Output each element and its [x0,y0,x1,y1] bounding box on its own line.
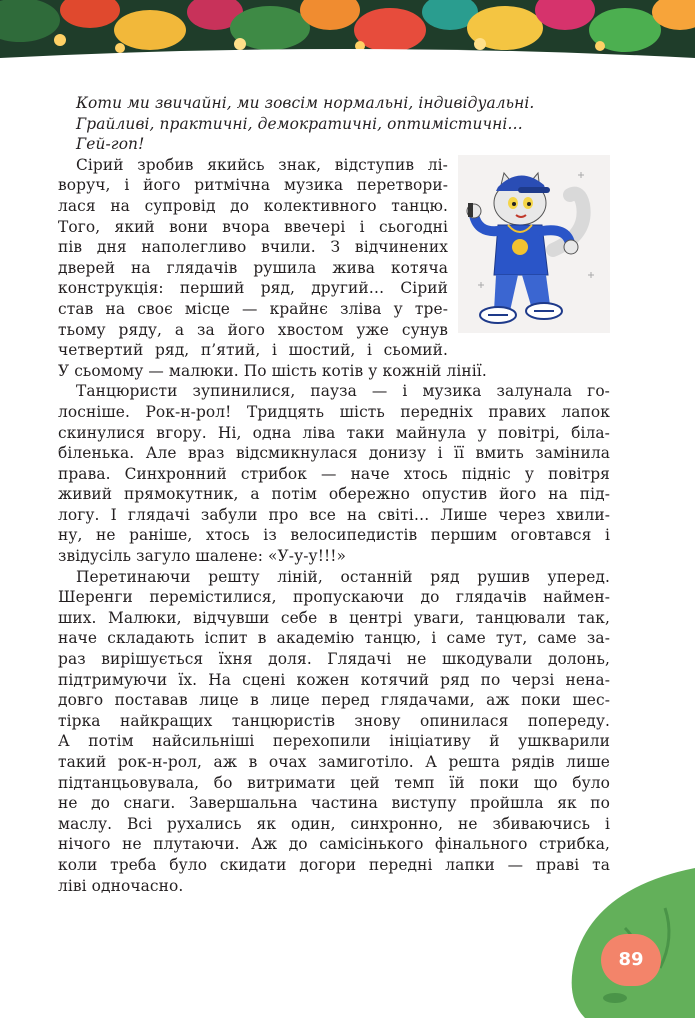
text-line: лосніше. Рок-н-рол! Тридцять шість передніх правих лапок [58,402,610,421]
text-line: нічого не плутаючи. Аж до самісінького фінального стрибка, [58,835,610,854]
text-line: ліві одночасно. [58,876,184,895]
text-line: живий прямокутник, а потім обережно опустив його на під- [58,485,610,504]
text-line: пів дня наполегливо вчили. З відчинених [58,238,448,257]
floral-banner [0,0,695,64]
text-line: став на своє місце — крайнє зліва у тре- [58,299,448,318]
text-line: не до снаги. Завершальна частина виступу пройшла як по [58,794,610,813]
text-line: воруч, і його ритмічна музика перетвори- [58,176,448,195]
text-line: підтанцьовувала, бо витримати цей темп їй поки що було [58,773,610,792]
text-line: А потім найсильніші перехопили ініціативу й ушкварили [58,732,610,751]
text-line: У сьомому — малюки. По шість котів у кожній лінії. [58,361,487,380]
poem-line: Коти ми звичайні, ми зовсім нормальні, індивідуальні. [76,94,535,112]
text-line: ших. Малюки, відчувши себе в центрі уваги, танцювали так, [58,608,610,627]
text-line: четвертий ряд, п’ятий, і шостий, і сьомий. [58,341,448,360]
page-content [58,93,610,896]
text-line: наче складають іспит в академію танцю, і саме тут, саме за- [58,629,610,648]
text-line: Перетинаючи решту ліній, останній ряд рушив уперед. [76,567,610,586]
text-line: підтримуючи їх. На сцені кожен котячий ряд по черзі нена- [58,670,610,689]
poem-stanza [58,93,610,155]
text-line: маслу. Всі рухались як один, синхронно, не збиваючись і [58,814,610,833]
text-line: логу. І глядачі забули про все на світі… Лише через хвили- [58,505,610,524]
text-line: звідусіль загуло шалене: «У-у-у!!!» [58,547,347,566]
text-line: коли треба було скидати догори передні лапки — праві та [58,855,610,874]
text-line: Танцюристи зупинилися, пауза — і музика залунала го- [76,382,610,401]
text-line: права. Синхронний стрибок — наче хтось підніс у повітря [58,464,610,483]
poem-line: Гей-гоп! [76,135,145,154]
text-line: такий рок-н-рол, аж в очах замиготіло. А решта рядів лише [58,753,610,771]
text-line: Сірий зробив якийсь знак, відступив лі- [76,155,448,174]
poem-line: Грайливі, практичні, демократичні, оптимістичні… [76,114,523,133]
text-line: лася на супровід до колективного танцю. [58,196,448,215]
text-line: скинулися вгору. Ні, одна ліва таки майнула у повітрі, біла- [58,423,610,442]
text-line: біленька. Але враз відсмикнулася донизу і її вмить замінила [58,444,610,463]
text-line: конструкція: перший ряд, другий… Сірий [58,279,448,298]
text-line: ну, не раніше, хтось із велосипедистів першим оговтався і [58,526,610,545]
dancing-cat-illustration [458,155,610,333]
text-line: Того, який вони вчора ввечері і сьогодні [58,217,448,236]
text-line: тьому ряду, а за його хвостом уже сунув [58,320,448,339]
text-line: довго поставав лице в лице перед глядачами, аж поки шес- [58,691,610,710]
text-line: тірка найкращих танцюристів знову опинилася попереду. [58,711,610,730]
page-number: 89 [601,934,661,986]
text-line: дверей на глядачів рушила жива котяча [58,258,448,277]
text-line: раз вирішується їхня доля. Глядачі не шкодували долонь, [58,650,610,669]
text-line: Шеренги перемістилися, пропускаючи до глядачів наймен- [58,588,610,607]
paragraph-2 [58,381,610,566]
paragraph-3 [58,567,610,897]
